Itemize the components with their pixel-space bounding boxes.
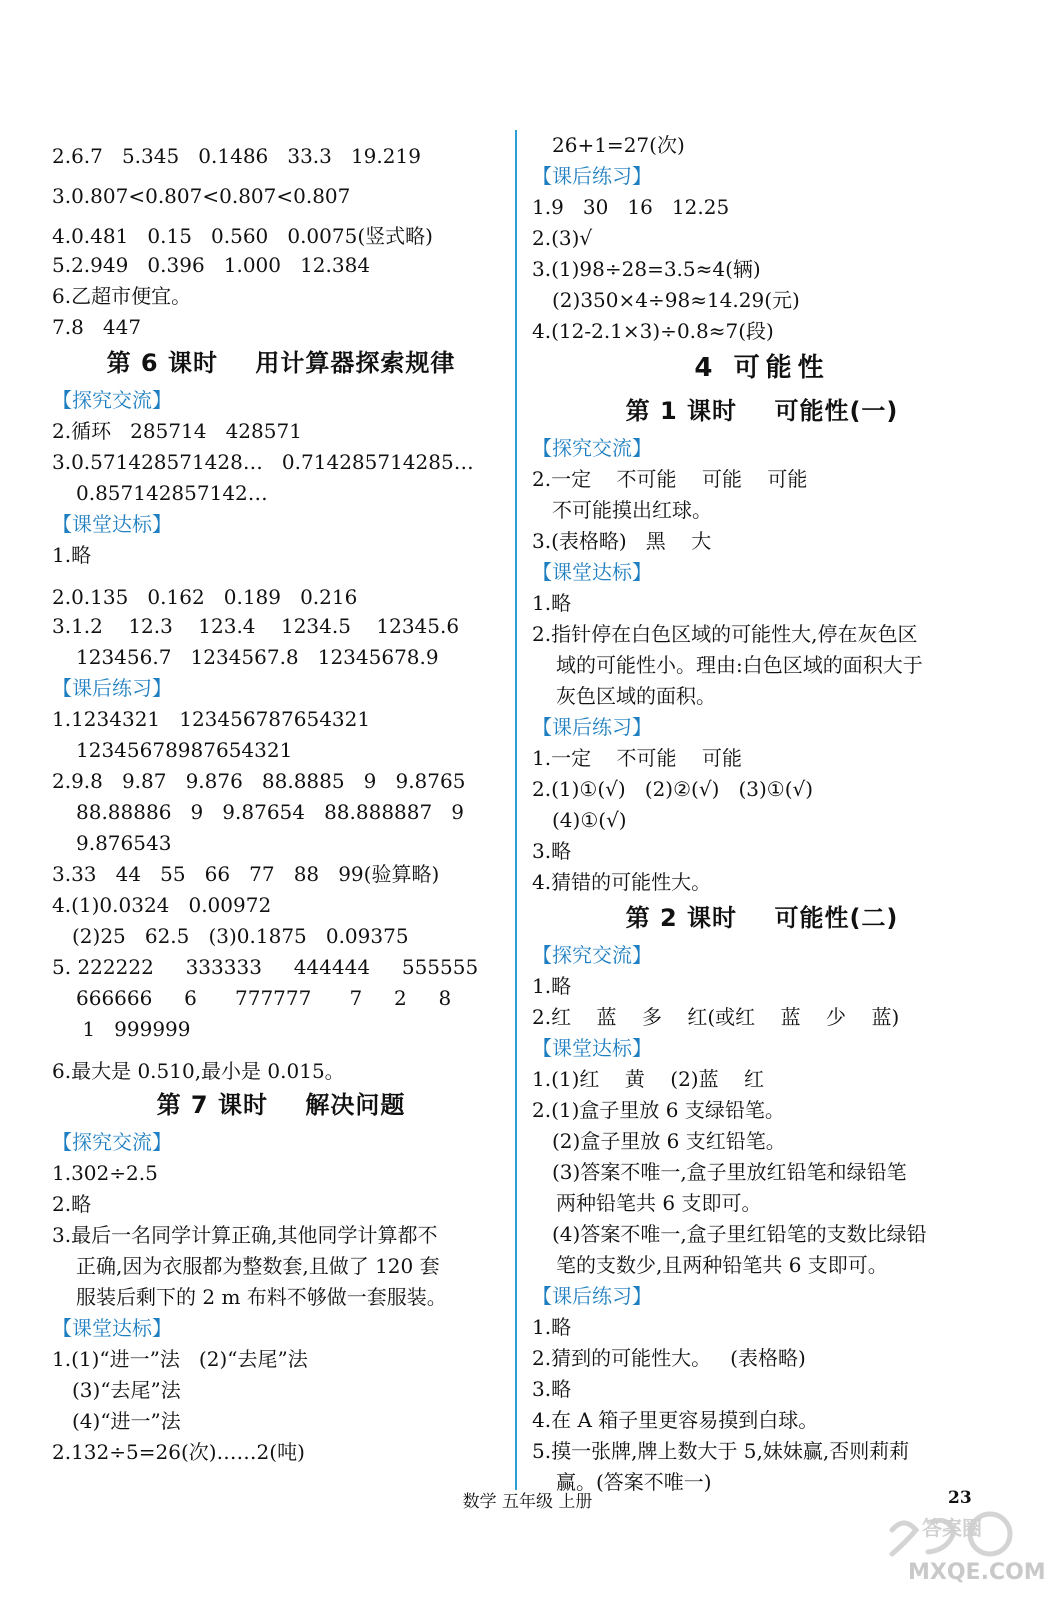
- section-label: 【课后练习】: [532, 164, 652, 188]
- answer-line: (4)“进一”法: [72, 1409, 181, 1433]
- answer-line: 2.(3)√: [532, 226, 593, 250]
- answer-line: (2)25 62.5 (3)0.1875 0.09375: [72, 924, 409, 948]
- answer-line: 2.指针停在白色区域的可能性大,停在灰色区: [532, 622, 918, 646]
- unit-title: 4 可能性: [694, 353, 830, 383]
- watermark-site: MXQE.COM: [908, 1560, 1046, 1585]
- lesson-title: 第 1 课时 可能性(一): [625, 397, 899, 425]
- page-number: 23: [948, 1488, 972, 1508]
- lesson-title: 第 6 课时 用计算器探索规律: [106, 349, 456, 377]
- column-divider: [515, 130, 517, 1490]
- answer-line: 1.略: [532, 974, 572, 998]
- answer-line: 1.302÷2.5: [52, 1161, 158, 1185]
- answer-line: 2.6.7 5.345 0.1486 33.3 19.219: [52, 144, 421, 168]
- answer-line: 4.在 A 箱子里更容易摸到白球。: [532, 1408, 819, 1432]
- answer-line: 7.8 447: [52, 315, 142, 339]
- answer-line: (4)①(√): [552, 808, 627, 832]
- answer-line: (4)答案不唯一,盒子里红铅笔的支数比绿铅: [552, 1222, 927, 1246]
- answer-line: 2.猜到的可能性大。 (表格略): [532, 1346, 806, 1370]
- section-label: 【课堂达标】: [52, 1316, 172, 1340]
- answer-line: 3.0.571428571428… 0.714285714285…: [52, 450, 474, 474]
- answer-line: 2.循环 285714 428571: [52, 419, 302, 443]
- answer-line: 4.0.481 0.15 0.560 0.0075(竖式略): [52, 224, 433, 248]
- answer-line: 3.(1)98÷28=3.5≈4(辆): [532, 257, 761, 281]
- answer-line: 1.(1)“进一”法 (2)“去尾”法: [52, 1347, 308, 1371]
- answer-line: 2.略: [52, 1192, 92, 1216]
- answer-line: 0.857142857142…: [76, 481, 268, 505]
- answer-line: (3)答案不唯一,盒子里放红铅笔和绿铅笔: [552, 1160, 907, 1184]
- answer-line: 3.1.2 12.3 123.4 1234.5 12345.6: [52, 614, 460, 638]
- answer-line: 4.(12-2.1×3)÷0.8≈7(段): [532, 319, 774, 343]
- answer-line: 9.876543: [76, 831, 172, 855]
- answer-line: 26+1=27(次): [552, 133, 685, 157]
- answer-line: 两种铅笔共 6 支即可。: [556, 1191, 762, 1215]
- answer-line: 6.乙超市便宜。: [52, 284, 192, 308]
- answer-line: 笔的支数少,且两种铅笔共 6 支即可。: [556, 1253, 888, 1277]
- section-label: 【课后练习】: [532, 1284, 652, 1308]
- section-label: 【探究交流】: [532, 943, 652, 967]
- answer-line: 4.猜错的可能性大。: [532, 870, 712, 894]
- answer-line: (3)“去尾”法: [72, 1378, 181, 1402]
- section-label: 【探究交流】: [52, 1130, 172, 1154]
- answer-line: 3.略: [532, 1377, 572, 1401]
- answer-line: 6.最大是 0.510,最小是 0.015。: [52, 1059, 345, 1083]
- answer-line: 1.略: [532, 1315, 572, 1339]
- answer-line: 2.(1)①(√) (2)②(√) (3)①(√): [532, 777, 814, 801]
- lesson-title: 第 2 课时 可能性(二): [625, 904, 899, 932]
- section-label: 【课后练习】: [52, 676, 172, 700]
- answer-line: 灰色区域的面积。: [556, 684, 716, 708]
- answer-line: 3.(表格略) 黑 大: [532, 529, 712, 553]
- answer-line: 123456.7 1234567.8 12345678.9: [76, 645, 439, 669]
- answer-line: 3.33 44 55 66 77 88 99(验算略): [52, 862, 440, 886]
- answer-line: 5.摸一张牌,牌上数大于 5,妹妹赢,否则莉莉: [532, 1439, 910, 1463]
- answer-line: 1.略: [532, 591, 572, 615]
- answer-line: 1 999999: [76, 1017, 191, 1041]
- page-footer: 数学 五年级 上册: [462, 1492, 593, 1512]
- answer-line: 3.最后一名同学计算正确,其他同学计算都不: [52, 1223, 438, 1247]
- answer-line: 3.0.807<0.807<0.807<0.807: [52, 184, 351, 208]
- answer-line: 666666 6 777777 7 2 8: [76, 986, 452, 1010]
- section-label: 【课后练习】: [532, 715, 652, 739]
- lesson-title: 第 7 课时 解决问题: [156, 1091, 406, 1119]
- answer-line: 1.略: [52, 543, 92, 567]
- section-label: 【课堂达标】: [52, 512, 172, 536]
- answer-line: 5. 222222 333333 444444 555555: [52, 955, 479, 979]
- section-label: 【探究交流】: [532, 436, 652, 460]
- answer-line: 88.88886 9 9.87654 88.888887 9: [76, 800, 465, 824]
- answer-line: 4.(1)0.0324 0.00972: [52, 893, 272, 917]
- answer-line: 不可能摸出红球。: [552, 498, 712, 522]
- answer-line: 2.0.135 0.162 0.189 0.216: [52, 585, 358, 609]
- answer-line: (2)350×4÷98≈14.29(元): [552, 288, 800, 312]
- answer-line: 2.9.8 9.87 9.876 88.8885 9 9.8765: [52, 769, 466, 793]
- answer-line: 2.一定 不可能 可能 可能: [532, 467, 808, 491]
- answer-line: 12345678987654321: [76, 738, 293, 762]
- answer-line: 3.略: [532, 839, 572, 863]
- answer-line: 赢。(答案不唯一): [556, 1470, 712, 1494]
- watermark-brand: 答案圈: [922, 1516, 982, 1540]
- answer-line: (2)盒子里放 6 支红铅笔。: [552, 1129, 786, 1153]
- left-column: [52, 130, 510, 1468]
- answer-line: 5.2.949 0.396 1.000 12.384: [52, 253, 371, 277]
- answer-line: 服装后剩下的 2 m 布料不够做一套服装。: [76, 1285, 447, 1309]
- section-label: 【课堂达标】: [532, 560, 652, 584]
- answer-line: 2.(1)盒子里放 6 支绿铅笔。: [532, 1098, 785, 1122]
- answer-line: 域的可能性小。理由:白色区域的面积大于: [556, 653, 923, 677]
- right-column: [532, 130, 992, 1498]
- answer-line: 2.红 蓝 多 红(或红 蓝 少 蓝): [532, 1005, 900, 1029]
- section-label: 【课堂达标】: [532, 1036, 652, 1060]
- answer-line: 1.一定 不可能 可能: [532, 746, 742, 770]
- answer-line: 1.(1)红 黄 (2)蓝 红: [532, 1067, 765, 1091]
- answer-line: 2.132÷5=26(次)……2(吨): [52, 1440, 305, 1464]
- answer-line: 1.1234321 123456787654321: [52, 707, 371, 731]
- section-label: 【探究交流】: [52, 388, 172, 412]
- answer-line: 正确,因为衣服都为整数套,且做了 120 套: [76, 1254, 440, 1278]
- answer-line: 1.9 30 16 12.25: [532, 195, 730, 219]
